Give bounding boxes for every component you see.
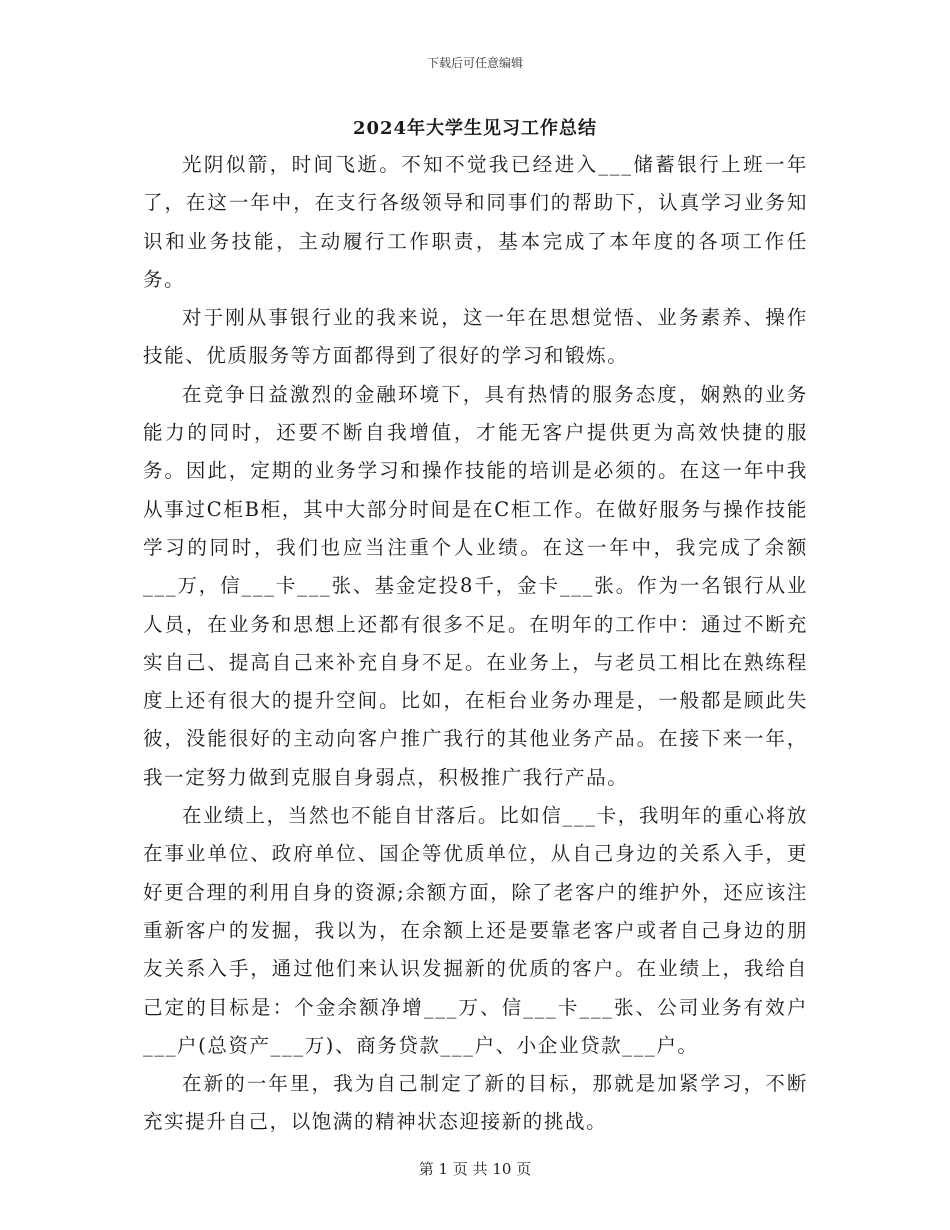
document-title: 2024年大学生见习工作总结 [352, 118, 598, 139]
paragraph: 对于刚从事银行业的我来说，这一年在思想觉悟、业务素养、操作技能、优质服务等方面都得到了很好的学习和锻炼。 [143, 306, 808, 368]
paragraph: 在业绩上，当然也不能自甘落后。比如信___卡，我明年的重心将放在事业单位、政府单位、国企等优质单位，从自己身边的关系入手，更好更合理的利用自身的资源;余额方面，除了老客户的维护外，还应该注重新客户的发掘，我以为，在余额上还是要靠老客户或者自己身边的朋友关系入手，通过他们来认识发掘新的优质的客户。在业绩上，我给自己定的目标是：个金余额净增___万、信___卡___张、公司业务有效户___户(总资产___万)、商务贷款___户、小企业贷款___户。 [143, 804, 809, 1057]
paragraph: 光阴似箭，时间飞逝。不知不觉我已经进入___储蓄银行上班一年了，在这一年中，在支行各级领导和同事们的帮助下，认真学习业务知识和业务技能，主动履行工作职责，基本完成了本年度的各项工作任务。 [143, 153, 808, 291]
header-note: 下载后可任意编辑 [426, 56, 523, 70]
paragraph: 在竞争日益激烈的金融环境下，具有热情的服务态度，娴熟的业务能力的同时，还要不断自我增值，才能无客户提供更为高效快捷的服务。因此，定期的业务学习和操作技能的培训是必须的。在这一年中我从事过C柜B柜，其中大部分时间是在C柜工作。在做好服务与操作技能学习的同时，我们也应当注重个人业绩。在这一年中，我完成了余额___万，信___卡___张、基金定投8千，金卡___张。作为一名银行从业人员，在业务和思想上还都有很多不足。在明年的工作中：通过不断充实自己、提高自己来补充自身不足。在业务上，与老员工相比在熟练程度上还有很大的提升空间。比如，在柜台业务办理是，一般都是顾此失彼，没能很好的主动向客户推广我行的其他业务产品。在接下来一年，我一定努力做到克服自身弱点，积极推广我行产品。 [143, 382, 808, 789]
document-body [143, 146, 808, 1142]
page-indicator: 第 1 页 共 10 页 [418, 1160, 532, 1178]
paragraph: 在新的一年里，我为自己制定了新的目标，那就是加紧学习，不断充实提升自己，以饱满的精神状态迎接新的挑战。 [143, 1072, 808, 1134]
